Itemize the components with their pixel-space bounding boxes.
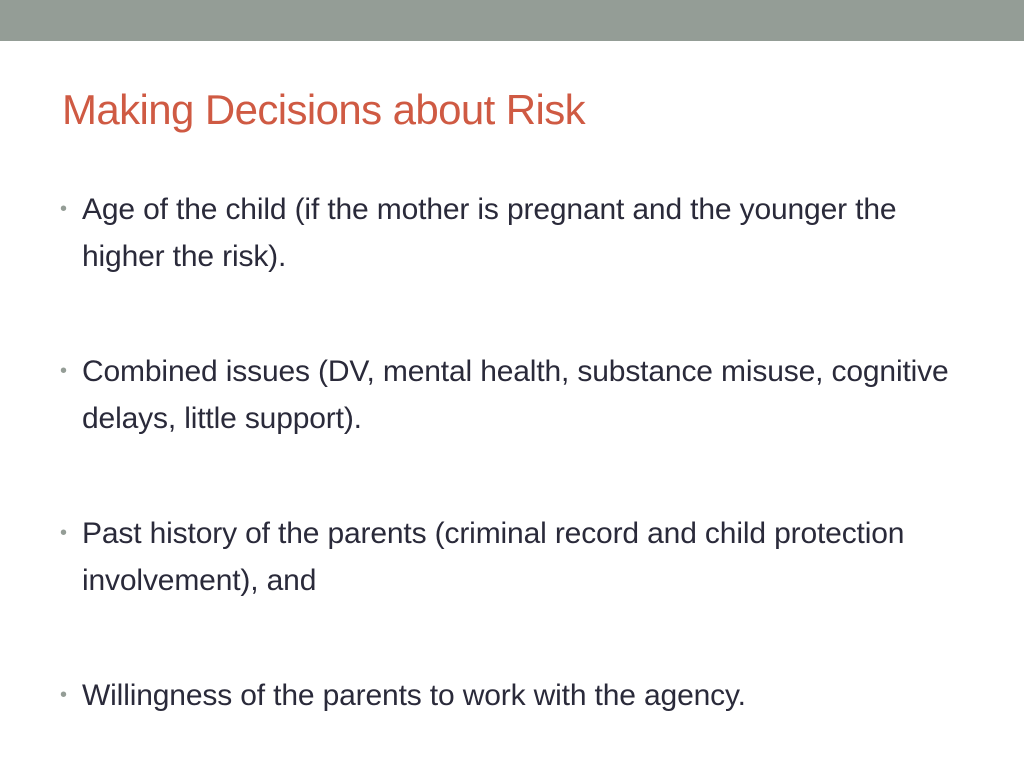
bullet-icon: • [60, 684, 68, 706]
bullet-text: Past history of the parents (criminal record and child protection involvement), and [82, 517, 905, 597]
bullet-text: Combined issues (DV, mental health, substance misuse, cognitive delays, little support). [82, 355, 949, 435]
bullet-item [60, 186, 960, 280]
bullet-item [60, 510, 960, 604]
slide-title: Making Decisions about Risk [62, 86, 586, 133]
bullet-icon: • [60, 360, 68, 382]
slide-top-bar [0, 0, 1024, 41]
bullet-text: Age of the child (if the mother is pregnant and the younger the higher the risk). [82, 193, 897, 273]
bullet-icon: • [60, 522, 68, 544]
bullet-item [60, 672, 960, 719]
bullet-icon: • [60, 198, 68, 220]
bullet-item [60, 348, 960, 442]
bullet-text: Willingness of the parents to work with the agency. [82, 679, 746, 712]
